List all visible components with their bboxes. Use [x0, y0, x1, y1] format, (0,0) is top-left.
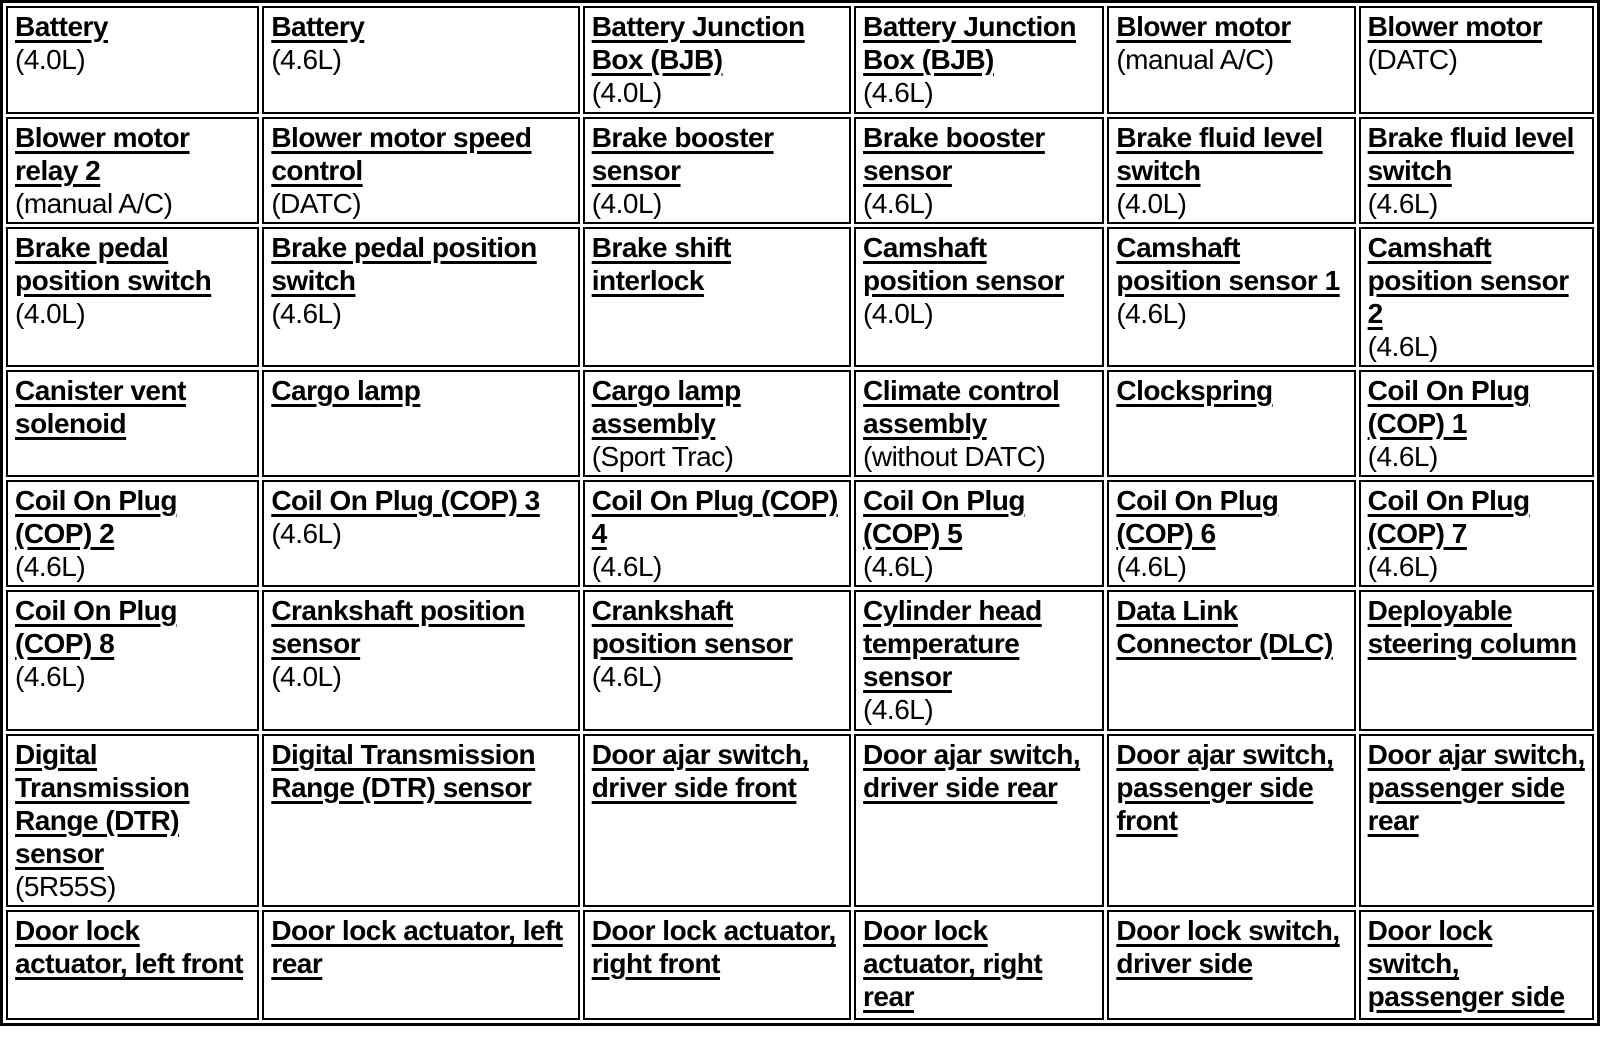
table-row [6, 370, 1594, 477]
component-note: (DATC) [1367, 44, 1458, 75]
component-link[interactable]: Brake booster sensor [863, 122, 1045, 186]
component-link[interactable]: Battery [15, 11, 108, 42]
component-note: (4.6L) [1367, 331, 1438, 362]
component-link[interactable]: Door lock actuator, left rear [271, 915, 563, 979]
table-cell [1107, 6, 1355, 114]
table-cell [583, 910, 851, 1020]
component-link[interactable]: Door ajar switch, driver side front [591, 739, 809, 803]
table-cell [6, 370, 259, 477]
table-row [6, 117, 1594, 224]
component-note: (4.6L) [15, 661, 86, 692]
table-cell [1359, 734, 1594, 907]
component-link[interactable]: Door lock actuator, right rear [863, 915, 1043, 1012]
component-link[interactable]: Coil On Plug (COP) 8 [15, 595, 177, 659]
table-body [6, 6, 1594, 1020]
component-link[interactable]: Camshaft position sensor 1 [1116, 232, 1340, 296]
component-link[interactable]: Coil On Plug (COP) 2 [15, 485, 177, 549]
table-cell [1107, 734, 1355, 907]
component-note: (4.6L) [863, 551, 934, 582]
component-link[interactable]: Blower motor speed control [271, 122, 532, 186]
table-cell [1107, 910, 1355, 1020]
table-cell [583, 6, 851, 114]
table-cell [6, 480, 259, 587]
table-cell [854, 227, 1104, 367]
table-cell [1359, 117, 1594, 224]
component-link[interactable]: Door lock switch, passenger side [1367, 915, 1565, 1012]
component-link[interactable]: Cargo lamp [271, 375, 421, 406]
table-cell [1107, 480, 1355, 587]
component-link[interactable]: Coil On Plug (COP) 7 [1367, 485, 1530, 549]
component-note: (4.6L) [863, 77, 934, 108]
component-link[interactable]: Brake shift interlock [591, 232, 731, 296]
table-cell [6, 590, 259, 731]
component-link[interactable]: Canister vent solenoid [15, 375, 186, 439]
table-cell [854, 370, 1104, 477]
component-link[interactable]: Deployable steering column [1367, 595, 1577, 659]
component-link[interactable]: Digital Transmission Range (DTR) sensor [15, 739, 190, 869]
component-link[interactable]: Coil On Plug (COP) 1 [1367, 375, 1530, 439]
component-note: (4.6L) [271, 518, 342, 549]
table-cell [262, 480, 579, 587]
table-cell [854, 117, 1104, 224]
table-cell [1359, 6, 1594, 114]
table-cell [854, 910, 1104, 1020]
component-note: (4.0L) [1116, 188, 1187, 219]
table-cell [583, 734, 851, 907]
table-cell [262, 227, 579, 367]
table-cell [1107, 590, 1355, 731]
component-link[interactable]: Brake fluid level switch [1116, 122, 1323, 186]
component-link[interactable]: Coil On Plug (COP) 6 [1116, 485, 1279, 549]
component-link[interactable]: Cargo lamp assembly [591, 375, 741, 439]
component-note: (5R55S) [15, 871, 116, 902]
component-link[interactable]: Camshaft position sensor 2 [1367, 232, 1569, 329]
table-row [6, 227, 1594, 367]
table-cell [262, 6, 579, 114]
table-cell [854, 734, 1104, 907]
component-note: (4.6L) [271, 298, 342, 329]
table-cell [6, 227, 259, 367]
component-note: (4.0L) [863, 298, 934, 329]
table-cell [583, 590, 851, 731]
component-link[interactable]: Blower motor [1116, 11, 1291, 42]
table-cell [1107, 117, 1355, 224]
table-cell [583, 370, 851, 477]
component-link[interactable]: Cylinder head temperature sensor [863, 595, 1042, 692]
component-link[interactable]: Crankshaft position sensor [271, 595, 525, 659]
component-note: (4.0L) [591, 77, 662, 108]
component-note: (4.6L) [1367, 441, 1438, 472]
table-cell [1359, 480, 1594, 587]
table-row [6, 6, 1594, 114]
table-cell [262, 734, 579, 907]
component-note: (4.0L) [271, 661, 342, 692]
table-cell [6, 910, 259, 1020]
component-link[interactable]: Blower motor relay 2 [15, 122, 190, 186]
component-link[interactable]: Battery [271, 11, 365, 42]
component-link[interactable]: Brake pedal position switch [15, 232, 212, 296]
component-note: (4.6L) [863, 188, 934, 219]
component-link[interactable]: Door ajar switch, passenger side front [1116, 739, 1334, 836]
component-link[interactable]: Climate control assembly [863, 375, 1060, 439]
table-cell [854, 480, 1104, 587]
component-note: (4.6L) [15, 551, 86, 582]
component-note: (4.6L) [271, 44, 342, 75]
table-cell [1359, 910, 1594, 1020]
component-note: (DATC) [271, 188, 362, 219]
component-link[interactable]: Digital Transmission Range (DTR) sensor [271, 739, 536, 803]
table-cell [262, 590, 579, 731]
table-cell [854, 590, 1104, 731]
table-cell [1107, 227, 1355, 367]
table-cell [6, 6, 259, 114]
component-link[interactable]: Coil On Plug (COP) 3 [271, 485, 540, 516]
component-link[interactable]: Battery Junction Box (BJB) [863, 11, 1076, 75]
table-cell [1359, 227, 1594, 367]
component-note: (4.0L) [591, 188, 662, 219]
component-link[interactable]: Brake fluid level switch [1367, 122, 1574, 186]
table-row [6, 590, 1594, 731]
table-row [6, 734, 1594, 907]
component-note: (4.6L) [591, 551, 662, 582]
table-cell [6, 117, 259, 224]
component-note: (4.0L) [15, 44, 86, 75]
component-link[interactable]: Door lock switch, driver side [1116, 915, 1340, 979]
component-link[interactable]: Coil On Plug (COP) 4 [591, 485, 838, 549]
component-note: (4.6L) [1116, 298, 1187, 329]
component-note: (4.0L) [15, 298, 86, 329]
table-cell [262, 370, 579, 477]
component-link[interactable]: Blower motor [1367, 11, 1543, 42]
component-note: (4.6L) [591, 661, 662, 692]
component-link[interactable]: Crankshaft position sensor [591, 595, 793, 659]
component-note: (manual A/C) [15, 188, 173, 219]
table-cell [262, 910, 579, 1020]
component-note: (without DATC) [863, 441, 1046, 472]
component-note: (manual A/C) [1116, 44, 1274, 75]
component-link[interactable]: Coil On Plug (COP) 5 [863, 485, 1026, 549]
component-link[interactable]: Data Link Connector (DLC) [1116, 595, 1333, 659]
component-link[interactable]: Door lock actuator, right front [591, 915, 836, 979]
table-cell [583, 117, 851, 224]
table-cell [1359, 590, 1594, 731]
table-row [6, 910, 1594, 1020]
component-link[interactable]: Brake pedal position switch [271, 232, 537, 296]
table-cell [262, 117, 579, 224]
component-note: (4.6L) [1116, 551, 1187, 582]
table-cell [583, 480, 851, 587]
component-link[interactable]: Door ajar switch, passenger side rear [1367, 739, 1585, 836]
table-cell [1107, 370, 1355, 477]
component-link[interactable]: Door ajar switch, driver side rear [863, 739, 1081, 803]
component-link[interactable]: Clockspring [1116, 375, 1273, 406]
table-row [6, 480, 1594, 587]
table-cell [1359, 370, 1594, 477]
table-cell [854, 6, 1104, 114]
component-note: (4.6L) [863, 694, 934, 725]
component-link[interactable]: Brake booster sensor [591, 122, 774, 186]
component-note: (4.6L) [1367, 551, 1438, 582]
component-link[interactable]: Camshaft position sensor [863, 232, 1064, 296]
component-note: (4.6L) [1367, 188, 1438, 219]
component-note: (Sport Trac) [591, 441, 734, 472]
component-link[interactable]: Door lock actuator, left front [15, 915, 244, 979]
table-cell [6, 734, 259, 907]
table-cell [583, 227, 851, 367]
component-link[interactable]: Battery Junction Box (BJB) [591, 11, 805, 75]
